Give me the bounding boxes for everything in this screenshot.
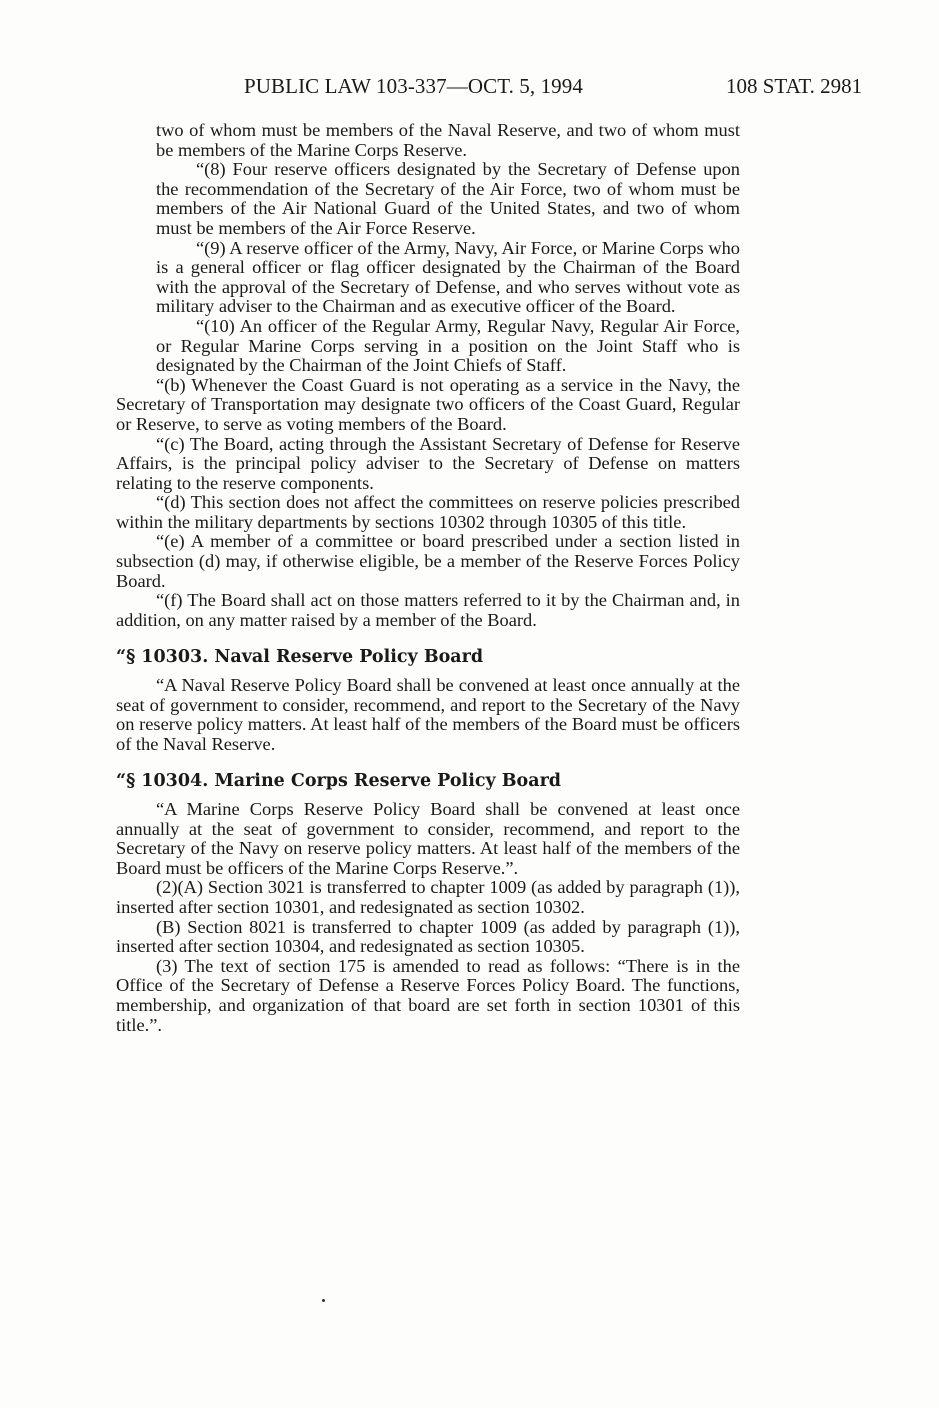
- paragraph-2a: (2)(A) Section 3021 is transferred to chapter 1009 (as added by paragraph (1)), inserted after section 10301, and redesignated as section 10302.: [116, 877, 740, 917]
- section-10304-text: “A Marine Corps Reserve Policy Board shall be convened at least once annually at the seat of government to consider, recommend, and report to the Secretary of the Navy on reserve policy matters. At least half of the members of the Board must be officers of the Marine Corps Reserve.”.: [116, 799, 740, 878]
- subsection-c: “(c) The Board, acting through the Assistant Secretary of Defense for Reserve Affairs, is the principal policy adviser to the Secretary of Defense on matters relating to the reserve components.: [116, 433, 740, 493]
- subsection-d: “(d) This section does not affect the committees on reserve policies prescribed within the military departments by sections 10302 through 10305 of this title.: [116, 492, 740, 532]
- running-header-title: PUBLIC LAW 103-337—OCT. 5, 1994: [244, 74, 583, 98]
- subsection-b: “(b) Whenever the Coast Guard is not operating as a service in the Navy, the Secretary of Transportation may designate two officers of the Coast Guard, Regular or Reserve, to serve as voting members of the Board.: [116, 374, 740, 434]
- section-10303-text: “A Naval Reserve Policy Board shall be convened at least once annually at the seat of government to consider, recommend, and report to the Secretary of the Navy on reserve policy matters. At least half of the members of the Board must be officers of the Naval Reserve.: [116, 675, 740, 754]
- stray-mark: [322, 1299, 325, 1302]
- body-text: [116, 121, 740, 1035]
- page-reference: 108 STAT. 2981: [726, 74, 863, 98]
- indented-paragraph-block: [116, 121, 740, 376]
- subsection-e: “(e) A member of a committee or board prescribed under a section listed in subsection (d) may, if otherwise eligible, be a member of the Reserve Forces Policy Board.: [116, 531, 740, 591]
- subsection-f: “(f) The Board shall act on those matters referred to it by the Chairman and, in addition, on any matter raised by a member of the Board.: [116, 590, 740, 630]
- paragraph-9: “(9) A reserve officer of the Army, Navy, Air Force, or Marine Corps who is a general officer or flag officer designated by the Chairman of the Board with the approval of the Secretary of Defense, and who serves without vote as military adviser to the Chairman and as executive officer of the Board.: [156, 237, 740, 317]
- paragraph-8: “(8) Four reserve officers designated by the Secretary of Defense upon the recommendation of the Secretary of the Air Force, two of whom must be members of the Air National Guard of the United States, and two of whom must be members of the Air Force Reserve.: [156, 159, 740, 238]
- paragraph-10: “(10) An officer of the Regular Army, Regular Navy, Regular Air Force, or Regular Marine Corps serving in a position on the Joint Staff who is designated by the Chairman of the Joint Chiefs of Staff.: [156, 315, 740, 376]
- section-heading-10303: “§ 10303. Naval Reserve Policy Board: [116, 647, 484, 668]
- paragraph-3: (3) The text of section 175 is amended to read as follows: “There is in the Office of the Secretary of Defense a Reserve Forces Policy Board. The functions, membership, and organization of that board are set forth in section 10301 of this title.”.: [116, 955, 740, 1035]
- paragraph-continuation: two of whom must be members of the Naval Reserve, and two of whom must be members of the Marine Corps Reserve.: [156, 120, 740, 160]
- paragraph-2b: (B) Section 8021 is transferred to chapter 1009 (as added by paragraph (1)), inserted after section 10304, and redesignated as section 10305.: [116, 916, 740, 957]
- section-heading-10304: “§ 10304. Marine Corps Reserve Policy Board: [116, 771, 562, 792]
